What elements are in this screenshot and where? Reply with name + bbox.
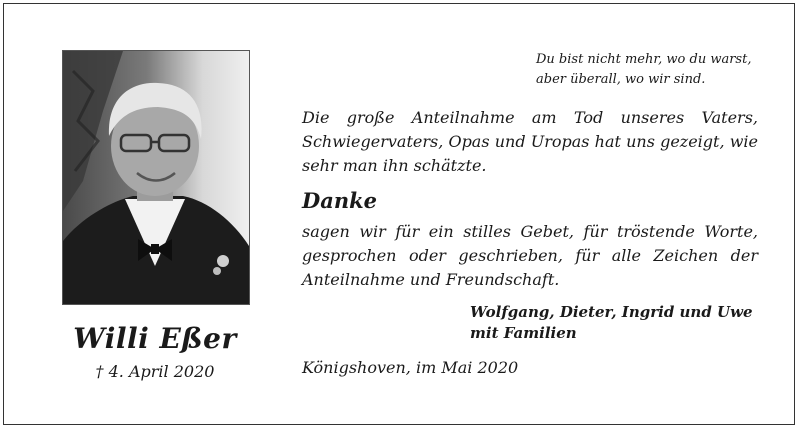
place-and-date: Königshoven, im Mai 2020 bbox=[302, 358, 519, 377]
quote-line-1: Du bist nicht mehr, wo du warst, bbox=[536, 52, 752, 67]
gratitude-paragraph: Die große Anteilnahme am Tod unseres Vaters, Schwiegervaters, Opas und Uropas hat uns gezeigt, wie sehr man ihn schätzte. bbox=[302, 108, 758, 175]
deceased-name: Willi Eßer bbox=[73, 322, 237, 355]
quote-line-2: aber überall, wo wir sind. bbox=[536, 72, 706, 87]
signature-line-1: Wolfgang, Dieter, Ingrid und Uwe bbox=[470, 303, 753, 321]
portrait-photo bbox=[62, 50, 250, 305]
portrait-illustration bbox=[63, 51, 249, 304]
thanks-heading: Danke bbox=[302, 188, 377, 213]
memorial-quote bbox=[536, 50, 766, 90]
death-date: † 4. April 2020 bbox=[95, 362, 215, 381]
thanks-paragraph: sagen wir für ein stilles Gebet, für tröstende Worte, gesprochen oder geschrieben, für alle Zeichen der Anteilnahme und Freundschaft. bbox=[302, 222, 758, 289]
obituary-card bbox=[3, 3, 795, 425]
signature-line-2: mit Familien bbox=[470, 324, 577, 342]
family-signature bbox=[470, 302, 770, 344]
